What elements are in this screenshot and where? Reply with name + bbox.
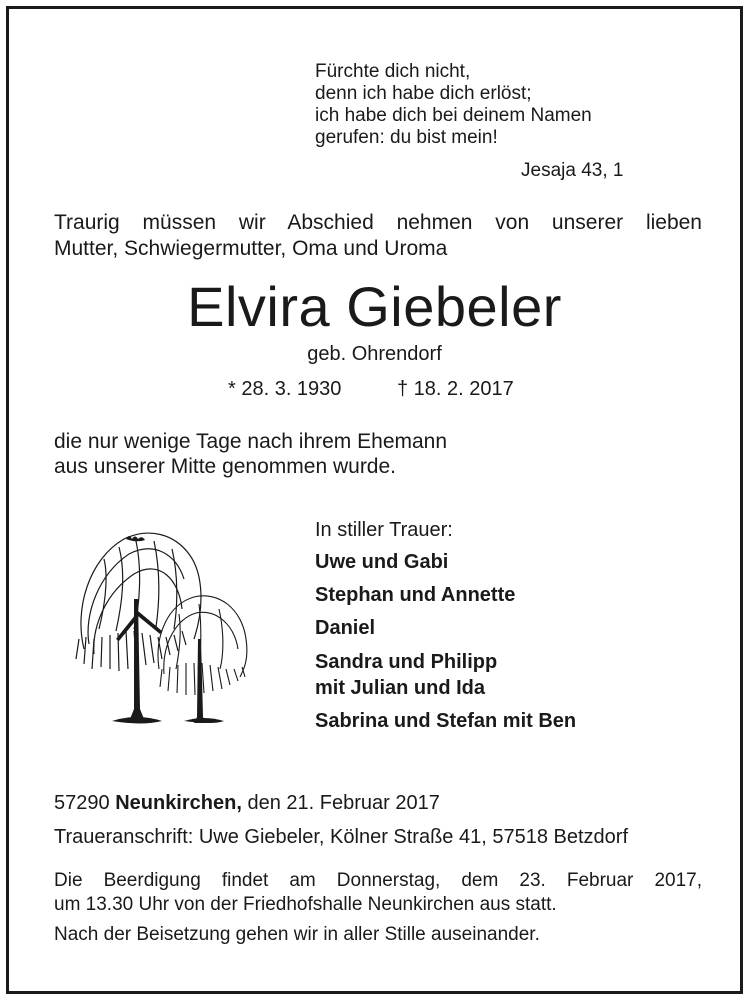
notice-date: den 21. Februar 2017 (247, 792, 440, 814)
verse-line: denn ich habe dich erlöst; (315, 83, 532, 104)
death-date: † 18. 2. 2017 (397, 378, 514, 400)
mourning-intro: In stiller Trauer: (315, 519, 453, 541)
verse-line: ich habe dich bei deinem Namen (315, 105, 592, 126)
verse-line: gerufen: du bist mein! (315, 127, 498, 148)
after-burial-note: Nach der Beisetzung gehen wir in aller Stille auseinander. (54, 924, 540, 945)
mourner-name: Daniel (315, 617, 376, 639)
place-date (54, 792, 440, 815)
birth-date: * 28. 3. 1930 (228, 378, 342, 400)
funeral-info (54, 869, 702, 917)
maiden-name: geb. Ohrendorf (307, 343, 442, 365)
intro-line: Mutter, Schwiegermutter, Oma und Uroma (54, 237, 448, 260)
obituary-notice (6, 6, 743, 994)
bible-verse (315, 61, 592, 149)
remark-line: aus unserer Mitte genommen wurde. (54, 455, 396, 478)
verse-reference: Jesaja 43, 1 (521, 160, 624, 181)
weeping-willow-trees-icon (64, 519, 259, 734)
mourner-name: Uwe und Gabi (315, 551, 449, 573)
remark-line: die nur wenige Tage nach ihrem Ehemann (54, 430, 448, 453)
mourner-name: Stephan und Annette (315, 584, 516, 606)
funeral-line: um 13.30 Uhr von der Friedhofshalle Neunkirchen aus statt. (54, 894, 557, 915)
funeral-line: Die Beerdigung findet am Donnerstag, dem 23. Februar 2017, (54, 870, 702, 891)
verse-line: Fürchte dich nicht, (315, 61, 471, 82)
city-name: Neunkirchen, (115, 792, 242, 814)
mourning-address: Traueranschrift: Uwe Giebeler, Kölner Straße 41, 57518 Betzdorf (54, 826, 628, 848)
intro-line: Traurig müssen wir Abschied nehmen von unserer lieben (54, 211, 702, 234)
intro-text (54, 210, 702, 262)
mourner-name: Sandra und Philipp (315, 651, 498, 673)
deceased-name: Elvira Giebeler (187, 275, 562, 338)
postal-code: 57290 (54, 792, 110, 814)
remark-text (54, 429, 447, 479)
mourner-name: mit Julian und Ida (315, 677, 486, 699)
mourner-name: Sabrina und Stefan mit Ben (315, 710, 577, 732)
